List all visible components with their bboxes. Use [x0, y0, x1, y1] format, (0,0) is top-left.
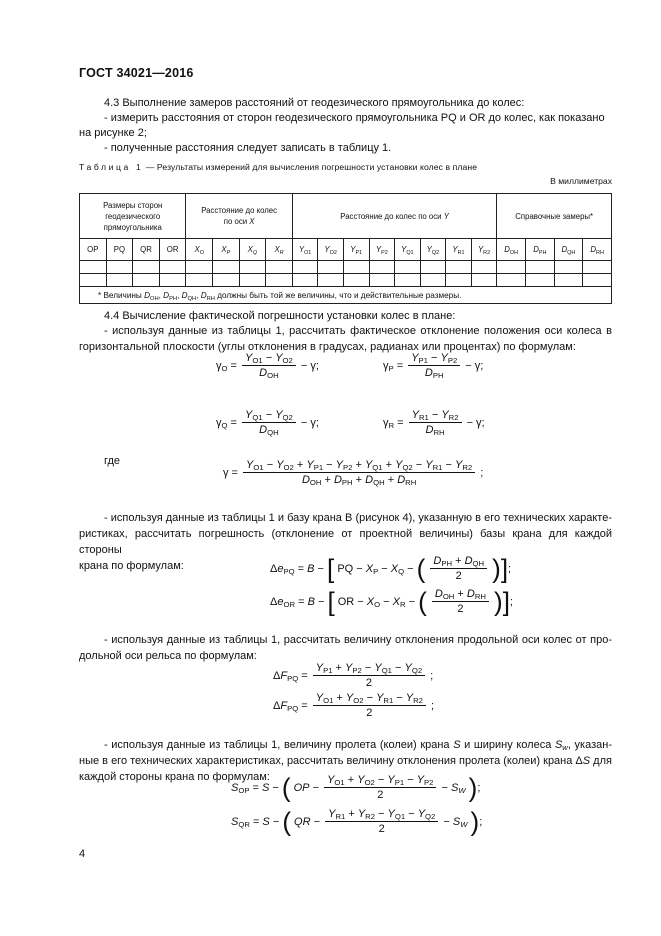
text-line: - используя данные из таблицы 1 и базу крана B (рисунок 4), указанную в его технических характе- — [104, 512, 612, 524]
table-caption-lead: Таблица 1 — [79, 162, 144, 172]
text-line: крана по формулам: — [79, 560, 184, 572]
col-pq: PQ — [106, 239, 133, 261]
col-op: OP — [80, 239, 107, 261]
page-number: 4 — [79, 848, 86, 860]
text-line: ристиках, рассчитать погрешность (отклонение от проектной величины) базы крана для каждой стороны — [79, 528, 612, 556]
col-xr: $X_R$ — [266, 239, 293, 261]
table-row — [80, 274, 612, 287]
col-yp2: $Y_{P2}$ — [369, 239, 395, 261]
text-line: ные в его технических характеристиках, рассчитать величину отклонения пролета (колеи) крана ΔS для — [79, 755, 612, 767]
col-xp: $X_P$ — [213, 239, 240, 261]
col-yq1: $Y_{Q1}$ — [395, 239, 421, 261]
text-line: - используя данные из таблицы 1, рассчитать величину отклонения продольной оси колес от про- — [104, 634, 612, 646]
col-yr1: $Y_{R1}$ — [446, 239, 472, 261]
measurements-table — [79, 193, 612, 304]
formula-s-qr: $S_{QR} = S$ − ( QR − $\frac{Y_{R1} + Y_{R2} - Y_{Q1} - Y_{Q2}}{2}$ − $S_W$ ); — [231, 806, 483, 837]
col-yq2: $Y_{Q2}$ — [420, 239, 446, 261]
col-doh: $D_{OH}$ — [497, 239, 526, 261]
header-sides-group: Размеры сторон геодезического прямоугольника — [80, 194, 186, 239]
text-line: каждой стороны крана по формулам: — [79, 771, 270, 783]
table-caption — [79, 162, 477, 172]
col-xo: $X_O$ — [186, 239, 213, 261]
col-yp1: $Y_{P1}$ — [343, 239, 369, 261]
header-y-group: Расстояние до колес по оси Y — [292, 194, 497, 239]
col-xq: $X_Q$ — [239, 239, 266, 261]
section-4-4-item-3 — [79, 632, 612, 664]
col-or: OR — [159, 239, 186, 261]
col-drh: $D_{RH}$ — [583, 239, 612, 261]
text-line: дольной оси рельса по формулам: — [79, 650, 257, 662]
formula-gamma-o: $\gamma_O$ = $Y_{O1} - Y_{O2}$ $D_{OH}$ − γ; — [216, 352, 319, 380]
section-4-4-title: 4.4 Вычисление фактической погрешности установки колес в плане: — [104, 310, 456, 322]
table-caption-text: — Результаты измерений для вычисления погрешности установки колес в плане — [143, 162, 478, 172]
text-line: - используя данные из таблицы 1, рассчитать фактическое отклонение положения оси колеса в — [104, 325, 612, 337]
formula-gamma-q: $\gamma_Q$ = $Y_{Q1} - Y_{Q2}$ $D_{QH}$ − γ; — [216, 409, 319, 437]
formula-gamma-r: $\gamma_R$ = $Y_{R1} - Y_{R2}$ $D_{RH}$ − γ; — [383, 409, 485, 437]
col-qr: QR — [133, 239, 160, 261]
section-4-3-title: 4.3 Выполнение замеров расстояний от геодезического прямоугольника до колес: — [104, 97, 525, 109]
formula-delta-f-pq-1: $\Delta F_{PQ}$ = $\frac{Y_{P1} + Y_{P2} - Y_{Q1} - Y_{Q2}}{2}$ ; — [273, 662, 434, 689]
section-4-4-item-1 — [79, 323, 612, 355]
table-footnote: * Величины $D_{OH}$, $D_{PH}$, $D_{QH}$, $D_{RH}$ должны быть той же величины, что и действительные размеры. — [80, 287, 612, 304]
text-line: - используя данные из таблицы 1, величину пролета (колеи) крана S и ширину колеса $S_w$, указан- — [104, 739, 612, 752]
header-x-group: Расстояние до колес по оси X — [186, 194, 292, 239]
section-4-3-item-1: - измерить расстояния от сторон геодезического прямоугольника PQ и OR до колес, как показано — [104, 112, 605, 124]
formula-delta-f-pq-2: $\Delta F_{PQ}$ = $\frac{Y_{O1} + Y_{O2} - Y_{R1} - Y_{R2}}{2}$ ; — [273, 692, 435, 719]
where-label: где — [104, 455, 121, 467]
section-4-3-item-1-cont: на рисунке 2; — [79, 127, 147, 139]
col-dqh: $D_{QH}$ — [554, 239, 583, 261]
col-yr2: $Y_{R2}$ — [471, 239, 497, 261]
document-header: ГОСТ 34021—2016 — [79, 66, 194, 80]
section-4-3-item-2: - полученные расстояния следует записать в таблицу 1. — [104, 142, 392, 154]
formula-gamma-p: $\gamma_P$ = $Y_{P1} - Y_{P2}$ $D_{PH}$ − γ; — [383, 352, 484, 380]
header-ref-group: Справочные замеры* — [497, 194, 612, 239]
text-line: горизонтальной плоскости (углы отклонения в градусах, радианах или процентах) по формулам: — [79, 341, 576, 353]
col-dph: $D_{PH}$ — [525, 239, 554, 261]
formula-delta-e-pq: $\Delta e_{PQ} = B$ − [ PQ − $X_P - X_Q$ − ( $D_{PH} + D_{QH}$ 2 )]; — [270, 553, 512, 584]
col-yo1: $Y_{O1}$ — [292, 239, 318, 261]
table-units: В миллиметрах — [550, 176, 612, 186]
formula-gamma: γ = $Y_{O1} - Y_{O2} + Y_{P1} - Y_{P2} + Y_{Q1} + Y_{Q2} - Y_{R1} - Y_{R2}$ $D_{OH} + D_{PH} + D_{QH} + D_{RH}$ ; — [223, 459, 484, 487]
formula-s-op: $S_{OP} = S$ − ( OP − $\frac{Y_{O1} + Y_{O2} - Y_{P1} - Y_{P2}}{2}$ − $S_W$ ); — [231, 772, 481, 803]
col-yo2: $Y_{O2}$ — [318, 239, 344, 261]
formula-delta-e-or: $\Delta e_{OR} = B$ − [ OR − $X_O - X_R$ − ( $D_{OH} + D_{RH}$ 2 )]; — [270, 586, 513, 617]
table-row — [80, 261, 612, 274]
